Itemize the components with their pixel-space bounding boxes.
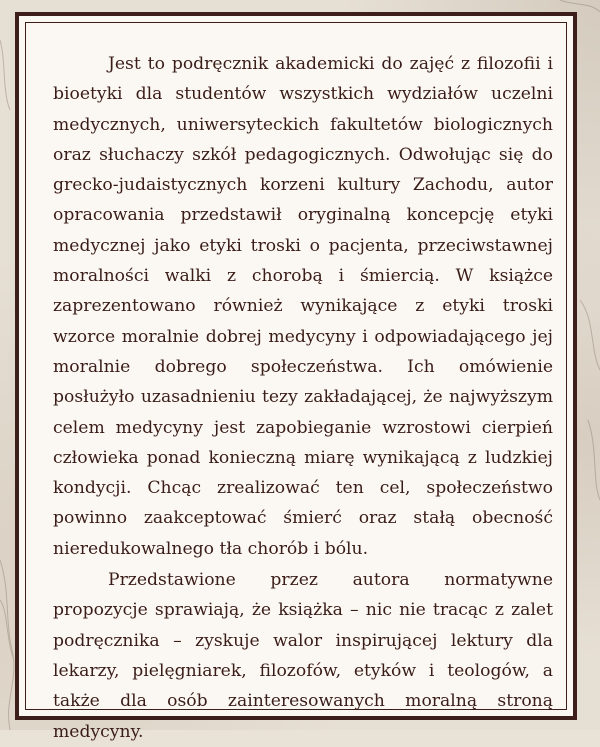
blurb-text [53, 49, 553, 747]
paragraph-1: Jest to podręcznik akademicki do zajęć z filozofii i bioetyki dla studentów wszystkich wydziałów uczelni medycznych, uniwersyteckich fakultetów biologicznych oraz słuchaczy szkół pedagogicznych. Odwołując się do grecko-judaistycznych korzeni kultury Zachodu, autor opracowania przedstawił oryginalną koncepcję etyki medycznej jako etyki troski o pacjenta, przeciwstawnej moralności walki z chorobą i śmiercią. W książce zaprezentowano również wynikające z etyki troski wzorce moralnie dobrej medycyny i odpowiadającego jej moralnie dobrego społeczeństwa. Ich omówienie posłużyło uzasadnieniu tezy zakładającej, że najwyższym celem medycyny jest zapobieganie wzrostowi cierpień człowieka ponad konieczną miarę wynikającą z ludzkiej kondycji. Chcąc zrealizować ten cel, społeczeństwo powinno zaakceptować śmierć oraz stałą obecność nieredukowalnego tła chorób i bólu. [53, 54, 553, 559]
paragraph-2: Przedstawione przez autora normatywne propozycje sprawiają, że książka – nic nie tracąc z zalet podręcznika – zyskuje walor inspirującej lektury dla lekarzy, pielęgniarek, filozofów, etyków i teologów, a także dla osób zainteresowanych moralną stroną medycyny. [53, 570, 553, 742]
text-panel [15, 12, 577, 742]
